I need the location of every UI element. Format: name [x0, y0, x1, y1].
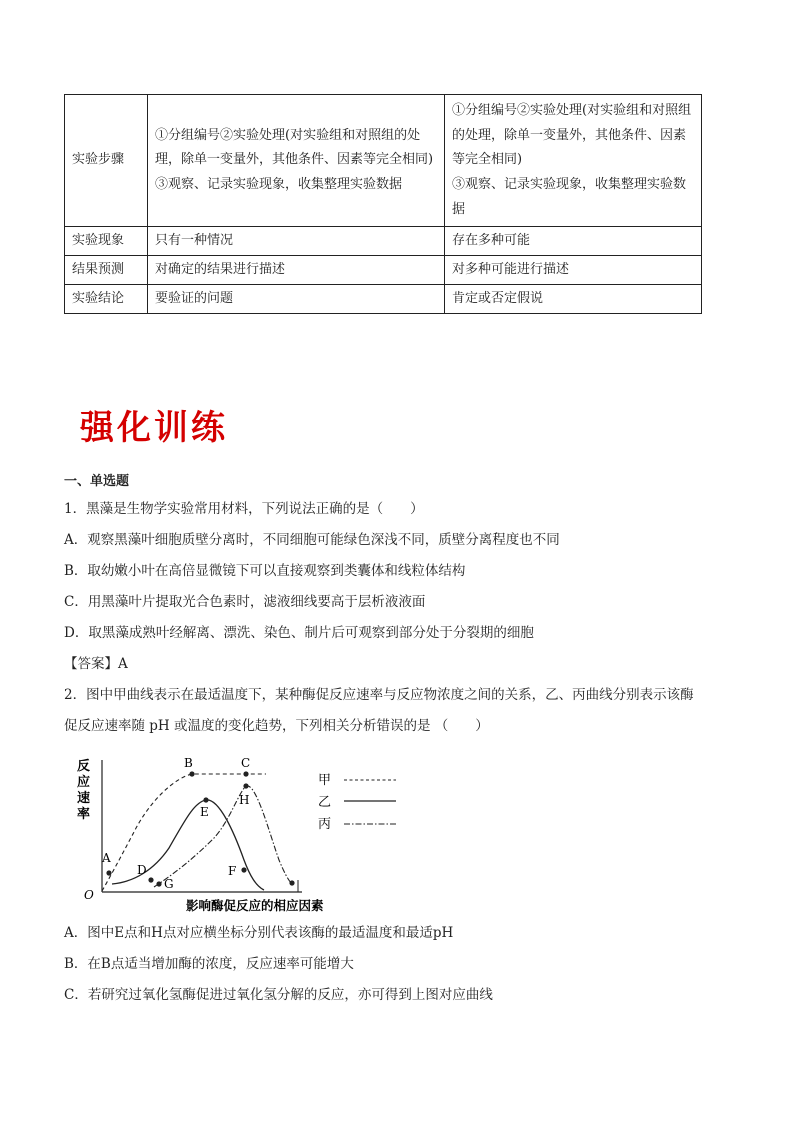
y-label-char: 率: [77, 807, 91, 822]
point-c: [243, 771, 248, 776]
cell: 对确定的结果进行描述: [148, 256, 445, 285]
option-c: C．若研究过氧化氢酶促进过氧化氢分解的反应，亦可得到上图对应曲线: [64, 987, 493, 1003]
question-1: [64, 494, 734, 742]
row-label: 实验结论: [65, 285, 148, 314]
comparison-table: [64, 94, 702, 314]
row-label: 实验步骤: [65, 95, 148, 227]
cell: 只有一种情况: [148, 227, 445, 256]
cell-text: ①分组编号②实验处理(对实验组和对照组的处理，除单一变量外，其他条件、因素等完全相同): [452, 103, 692, 168]
legend-label: 丙: [318, 817, 332, 832]
option-a: A．观察黑藻叶细胞质壁分离时，不同细胞可能绿色深浅不同，质壁分离程度也不同: [64, 532, 560, 548]
option-b: B．在B点适当增加酶的浓度，反应速率可能增大: [64, 956, 354, 972]
point-label: G: [164, 877, 174, 891]
answer-line: [64, 649, 734, 680]
x-label: 影响酶促反应的相应因素: [186, 898, 324, 913]
row-label: 实验现象: [65, 227, 148, 256]
point-d: [148, 877, 153, 882]
question-2-options: [64, 918, 734, 1011]
option-c: C．用黑藻叶片提取光合色素时，滤液细线要高于层析液液面: [64, 594, 426, 610]
table-row: [65, 256, 702, 285]
point-b: [189, 771, 194, 776]
cell: [445, 95, 702, 227]
cell: 对多种可能进行描述: [445, 256, 702, 285]
cell: 要验证的问题: [148, 285, 445, 314]
point-g: [156, 881, 161, 886]
section-heading: 强化训练: [80, 408, 228, 448]
row-label: 结果预测: [65, 256, 148, 285]
question-2-stem-line1: 2．图中甲曲线表示在最适温度下，某种酶促反应速率与反应物浓度之间的关系，乙、丙曲线分别表示该酶: [64, 687, 694, 703]
legend-label: 乙: [318, 795, 332, 810]
point-label: E: [200, 805, 209, 819]
answer-label: 【答案】: [64, 656, 118, 672]
section-title: 一、单选题: [64, 474, 130, 489]
enzyme-rate-graph: [74, 752, 414, 917]
point-label: F: [228, 864, 237, 878]
cell: 肯定或否定假说: [445, 285, 702, 314]
point-a: [106, 870, 111, 875]
cell-text: ①分组编号②实验处理(对实验组和对照组的处理，除单一变量外，其他条件、因素等完全相同): [155, 127, 434, 168]
cell: [148, 95, 445, 227]
point-label: H: [239, 793, 250, 807]
point-label: D: [137, 863, 147, 877]
origin-label: O: [84, 888, 94, 902]
point-label: A: [102, 851, 111, 865]
option-a: A．图中E点和H点对应横坐标分别代表该酶的最适温度和最适pH: [64, 925, 454, 941]
curve-yi: [112, 800, 264, 890]
point-label: B: [184, 756, 193, 770]
point-end: [289, 880, 294, 885]
y-label-char: 反: [77, 759, 91, 774]
answer-value: A: [118, 656, 128, 672]
cell-text: ③观察、记录实验现象，收集整理实验数据: [155, 177, 403, 193]
point-h: [243, 783, 248, 788]
point-e: [203, 797, 208, 802]
question-2-stem-line2: 促反应速率随 pH 或温度的变化趋势，下列相关分析错误的是 （ ）: [64, 718, 489, 734]
y-label-char: 应: [77, 775, 91, 790]
cell: 存在多种可能: [445, 227, 702, 256]
legend-label: 甲: [318, 773, 332, 788]
option-b: B．取幼嫩小叶在高倍显微镜下可以直接观察到类囊体和线粒体结构: [64, 563, 466, 579]
table-row: [65, 95, 702, 227]
question-stem: 1．黑藻是生物学实验常用材料，下列说法正确的是（ ）: [64, 501, 424, 517]
point-label: C: [241, 756, 251, 770]
curve-bing: [154, 786, 292, 887]
table-row: [65, 227, 702, 256]
y-label-char: 速: [77, 791, 91, 806]
table-row: [65, 285, 702, 314]
option-d: D．取黑藻成熟叶经解离、漂洗、染色、制片后可观察到部分处于分裂期的细胞: [64, 625, 534, 641]
cell-text: ③观察、记录实验现象，收集整理实验数据: [452, 177, 687, 217]
point-f: [241, 867, 246, 872]
